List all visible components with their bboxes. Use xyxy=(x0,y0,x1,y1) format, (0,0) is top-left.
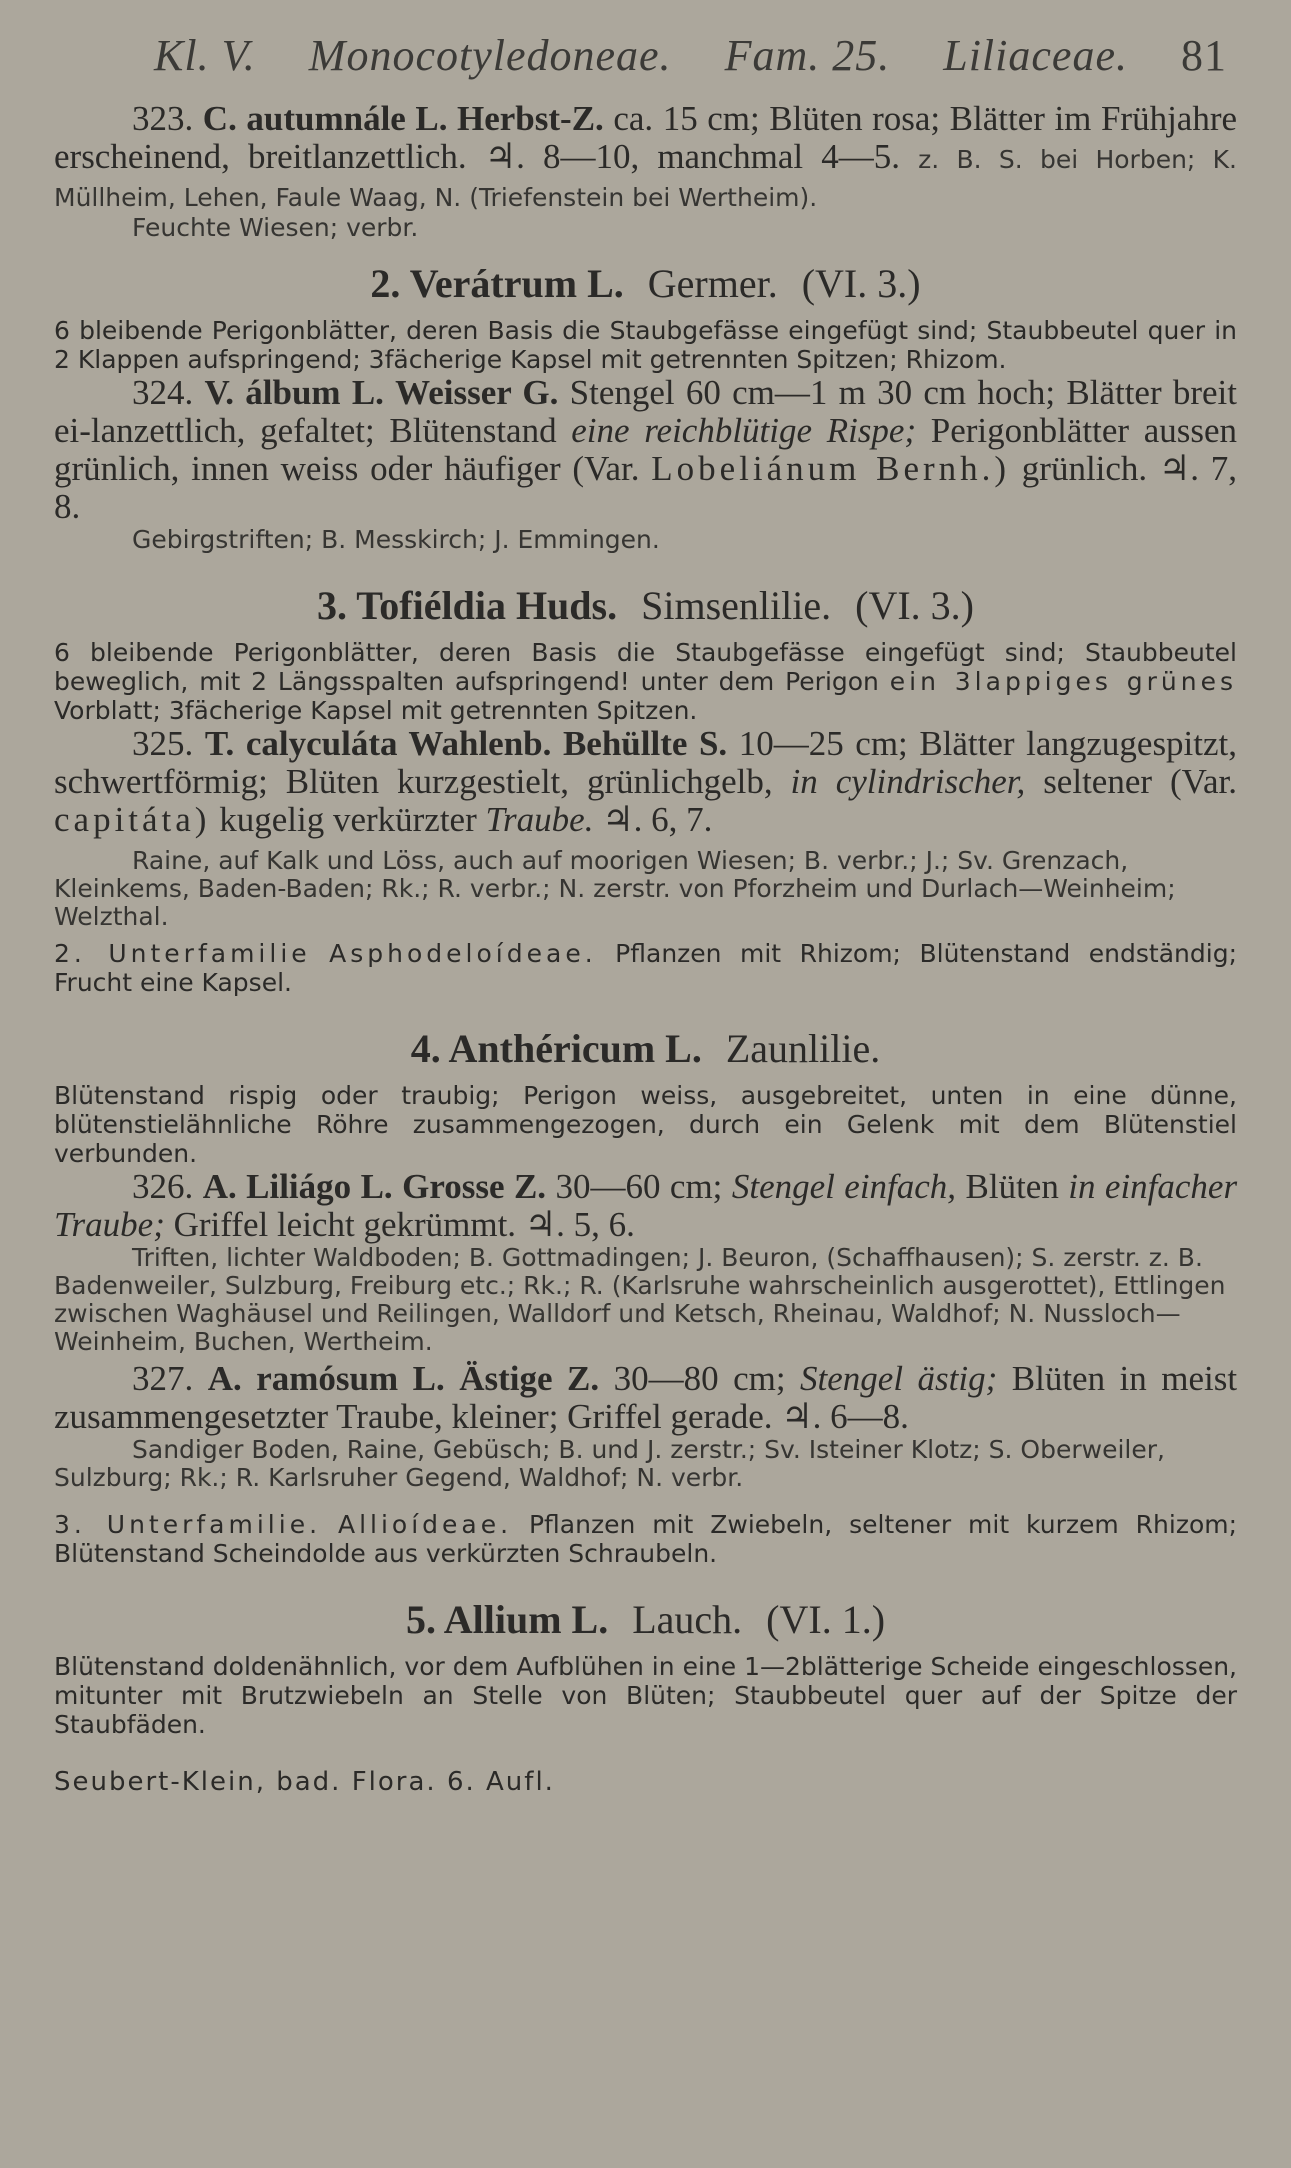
german-name: Grosse Z. xyxy=(402,1167,547,1206)
entry-text: Griffel leicht gekrümmt. ♃. 5, 6. xyxy=(173,1205,635,1244)
genus-name: 3. Tofiéldia Huds. xyxy=(317,583,618,628)
species-name: C. autumnále L. xyxy=(202,99,448,138)
genus-name: 4. Anthéricum L. xyxy=(410,1026,702,1071)
entry-text-italic: in cylindrischer, xyxy=(790,762,1026,801)
entry-text: grünlich. ♃. 7, 8. xyxy=(54,449,1238,526)
entry-325-localities: Raine, auf Kalk und Löss, auch auf moorigen Wiesen; B. verbr.; J.; Sv. Grenzach, Kleinkems, Baden-Baden; Rk.; R. verbr.; N. zerstr. von Pforzheim und Durlach—Weinheim; Welzthal. xyxy=(54,846,1176,931)
german-name: Ästige Z. xyxy=(459,1359,600,1398)
footer-signature: Seubert-Klein, bad. Flora. 6. Aufl. xyxy=(54,1767,555,1797)
entry-326 xyxy=(54,1168,1237,1244)
entry-text: 10—25 cm; Blätter langzugespitzt, schwertförmig; Blüten kurzgestielt, grünlichgelb, xyxy=(54,724,1238,801)
subfamily-label: 3. Unterfamilie. xyxy=(54,1510,322,1539)
entry-324-localities: Gebirgstriften; B. Messkirch; J. Emmingen. xyxy=(132,525,660,554)
genus-veratrum xyxy=(54,260,1237,308)
desc-spaced: ein 3lappiges grünes xyxy=(889,667,1237,696)
species-name: A. ramósum L. xyxy=(207,1359,445,1398)
genus-tofieldia xyxy=(54,582,1237,630)
desc-text: 6 bleibende Perigonblätter, deren Basis die Staubgefässe eingefügt sind; Staubbeutel beweglich, mit 2 Längsspalten aufspringend! unter dem Perigon xyxy=(54,638,1237,696)
subfamily-asphodeloideae xyxy=(54,939,1237,997)
german-name: Behüllte S. xyxy=(562,724,728,763)
genus-german: Germer. xyxy=(647,261,778,306)
entry-327 xyxy=(54,1360,1237,1436)
entry-323-habitat: Feuchte Wiesen; verbr. xyxy=(132,213,419,242)
entry-text: Stengel 60 cm—1 m 30 cm hoch; Blätter breit ei-lanzettlich, gefaltet; Blütenstand xyxy=(54,373,1238,450)
entry-text: kugelig verkürzter xyxy=(219,800,477,839)
entry-localities: z. B. S. bei Horben; K. Müllheim, Lehen, Faule Waag, N. (Triefenstein bei Wertheim). xyxy=(54,145,1237,212)
entry-text: ♃. 6, 7. xyxy=(602,800,713,839)
genus-name: 2. Verátrum L. xyxy=(370,261,624,306)
genus-german: Lauch. xyxy=(632,1597,743,1642)
header-subclass: Monocotyledoneae. xyxy=(308,31,672,80)
header-family-num: Fam. 25. xyxy=(724,31,891,80)
subfamily-text: Pflanzen mit Zwiebeln, seltener mit kurzem Rhizom; Blütenstand Scheindolde aus verkürzten Schraubeln. xyxy=(54,1510,1238,1568)
species-name: A. Liliágo L. xyxy=(202,1167,393,1206)
genus-anthericum-desc: Blütenstand rispig oder traubig; Perigon weiss, ausgebreitet, unten in eine dünne, blütenstielähnliche Röhre zusammengezogen, durch ein Gelenk mit dem Blütenstiel verbunden. xyxy=(54,1081,1237,1168)
subfamily-label: 2. Unterfamilie xyxy=(54,939,311,968)
header-family: Liliaceae. xyxy=(943,31,1128,80)
entry-324 xyxy=(54,374,1237,526)
genus-allium-desc: Blütenstand doldenähnlich, vor dem Aufblühen in eine 1—2blätterige Scheide eingeschlossen, mitunter mit Brutzwiebeln an Stelle von Blüten; Staubbeutel quer auf der Spitze der Staubfäden. xyxy=(54,1652,1237,1739)
entry-text-italic: in einfacher Traube; xyxy=(54,1167,1238,1244)
genus-german: Simsenlilie. xyxy=(641,583,832,628)
entry-327-localities: Sandiger Boden, Raine, Gebüsch; B. und J. zerstr.; Sv. Isteiner Klotz; S. Oberweiler, Sulzburg; Rk.; R. Karlsruher Gegend, Waldhof; N. verbr. xyxy=(54,1435,1165,1492)
entry-text-italic: Stengel ästig; xyxy=(800,1359,998,1398)
genus-anthericum xyxy=(54,1025,1237,1073)
entry-number: 327. xyxy=(132,1359,194,1398)
running-header xyxy=(54,30,1237,100)
genus-class: (VI. 1.) xyxy=(766,1597,886,1642)
subfamily-name: Asphodeloídeae. xyxy=(329,939,597,968)
genus-tofieldia-desc xyxy=(54,638,1237,725)
genus-allium xyxy=(54,1596,1237,1644)
entry-number: 323. xyxy=(132,99,194,138)
species-name: V. álbum L. xyxy=(204,373,384,412)
entry-326-localities: Triften, lichter Waldboden; B. Gottmadingen; J. Beuron, (Schaffhausen); S. zerstr. z. B. Badenweiler, Sulzburg, Freiburg etc.; Rk.; R. (Karlsruhe wahrscheinlich ausgerottet), Ettlingen zwischen Waghäusel und Reilingen, Walldorf und Ketsch, Rheinau, Waldhof; N. Nussloch—Weinheim, Buchen, Wertheim. xyxy=(54,1243,1226,1356)
entry-text: seltener (Var. xyxy=(1043,762,1238,801)
genus-class: (VI. 3.) xyxy=(801,261,921,306)
page-number: 81 xyxy=(1180,31,1227,80)
entry-text-italic: Stengel einfach, xyxy=(731,1167,957,1206)
entry-text: 30—60 cm; xyxy=(555,1167,723,1206)
german-name: Herbst-Z. xyxy=(457,99,604,138)
entry-number: 326. xyxy=(132,1167,194,1206)
variety-name: capitáta) xyxy=(54,800,211,839)
entry-number: 324. xyxy=(132,373,194,412)
desc-text: Vorblatt; 3fächerige Kapsel mit getrennten Spitzen. xyxy=(54,696,698,725)
subfamily-name: Allioídeae. xyxy=(337,1510,513,1539)
entry-text: Blüten in meist zusammengesetzter Traube, kleiner; Griffel gerade. ♃. 6—8. xyxy=(54,1359,1238,1436)
entry-text-italic: eine reichblütige Rispe; xyxy=(571,411,917,450)
german-name: Weisser G. xyxy=(395,373,559,412)
genus-veratrum-desc: 6 bleibende Perigonblätter, deren Basis die Staubgefässe eingefügt sind; Staubbeutel quer in 2 Klappen aufspringend; 3fächerige Kapsel mit getrennten Spitzen; Rhizom. xyxy=(54,316,1237,374)
entry-text: ca. 15 cm; Blüten rosa; Blätter im Frühjahre erscheinend, breitlanzettlich. ♃. 8—10, manchmal 4—5. xyxy=(54,99,1238,176)
entry-text: Blüten xyxy=(965,1167,1059,1206)
subfamily-allioideae xyxy=(54,1510,1237,1568)
subfamily-text: Pflanzen mit Rhizom; Blütenstand endständig; Frucht eine Kapsel. xyxy=(54,939,1237,997)
entry-323 xyxy=(54,100,1237,214)
entry-325 xyxy=(54,725,1237,839)
species-name: T. calyculáta Wahlenb. xyxy=(204,724,552,763)
entry-text: 30—80 cm; xyxy=(613,1359,786,1398)
entry-text: Perigonblätter aussen grünlich, innen weiss oder häufiger (Var. xyxy=(54,411,1238,488)
header-class: Kl. V. xyxy=(154,31,256,80)
genus-german: Zaunlilie. xyxy=(725,1026,881,1071)
entry-number: 325. xyxy=(132,724,194,763)
entry-text-italic: Traube. xyxy=(485,800,594,839)
genus-class: (VI. 3.) xyxy=(855,583,974,628)
variety-name: Lobeliánum Bernh.) xyxy=(651,449,1011,488)
genus-name: 5. Allium L. xyxy=(405,1597,609,1642)
